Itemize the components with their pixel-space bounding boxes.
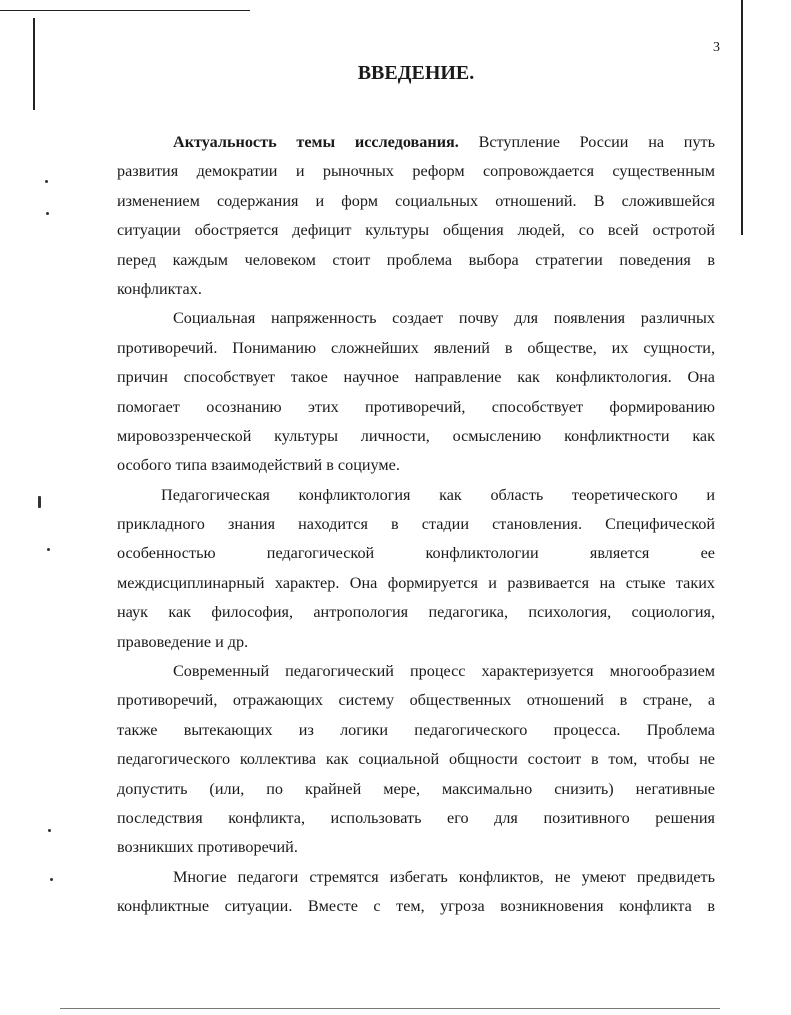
text-line: возникших противоречий. bbox=[117, 838, 298, 857]
text-line: помогает осознанию этих противоречий, способствует формированию bbox=[117, 397, 715, 416]
page-number: 3 bbox=[713, 40, 720, 55]
page-title: ВВЕДЕНИЕ. bbox=[357, 62, 475, 84]
text-line: наук как философия, антропология педагогика, психология, социология, bbox=[117, 603, 715, 622]
scan-speck bbox=[50, 878, 53, 881]
text-line: Многие педагоги стремятся избегать конфликтов, не умеют предвидеть bbox=[173, 867, 715, 886]
scan-edge-right bbox=[741, 0, 743, 235]
text-line: особенностью педагогической конфликтологии является ее bbox=[117, 544, 715, 563]
text-line: правоведение и др. bbox=[117, 632, 249, 651]
text-line: противоречий, отражающих систему общественных отношений в стране, а bbox=[117, 691, 715, 710]
text-line: причин способствует такое научное направление как конфликтология. Она bbox=[117, 368, 715, 387]
text-line: Социальная напряженность создает почву для появления различных bbox=[173, 309, 715, 328]
section-lead: Актуальность темы исследования. bbox=[173, 133, 459, 151]
text-line: междисциплинарный характер. Она формируется и развивается на стыке таких bbox=[117, 573, 715, 592]
scan-speck bbox=[46, 212, 49, 215]
scan-edge-bottom bbox=[60, 1008, 720, 1009]
text-line: Актуальность темы исследования. Вступление России на путь bbox=[173, 133, 715, 151]
text-line: изменением содержания и форм социальных отношений. В сложившейся bbox=[117, 191, 715, 210]
scan-edge-left bbox=[33, 18, 35, 110]
text-line: развития демократии и рыночных реформ сопровождается существенным bbox=[117, 162, 715, 181]
text-line: особого типа взаимодействий в социуме. bbox=[117, 456, 400, 475]
text-line: перед каждым человеком стоит проблема выбора стратегии поведения в bbox=[117, 250, 715, 269]
text-line: Педагогическая конфликтология как область теоретического и bbox=[161, 485, 715, 504]
scan-speck bbox=[48, 829, 51, 832]
text-line: конфликтах. bbox=[117, 279, 202, 298]
text-line: мировоззренческой культуры личности, осмыслению конфликтности как bbox=[117, 426, 715, 445]
scan-speck bbox=[45, 180, 48, 183]
scan-speck bbox=[38, 496, 41, 508]
text-line: прикладного знания находится в стадии становления. Специфической bbox=[117, 515, 715, 534]
text-line: также вытекающих из логики педагогического процесса. Проблема bbox=[117, 720, 715, 739]
text-line: последствия конфликта, использовать его для позитивного решения bbox=[117, 808, 715, 827]
text-line: педагогического коллектива как социальной общности состоит в том, чтобы не bbox=[117, 750, 715, 769]
scan-edge-top bbox=[0, 10, 250, 11]
scan-speck bbox=[47, 548, 50, 551]
text-line: ситуации обостряется дефицит культуры общения людей, со всей остротой bbox=[117, 221, 715, 240]
text-line: Современный педагогический процесс характеризуется многообразием bbox=[173, 662, 715, 681]
text-line: противоречий. Пониманию сложнейших явлений в обществе, их сущности, bbox=[117, 338, 715, 357]
text-line: конфликтные ситуации. Вместе с тем, угроза возникновения конфликта в bbox=[117, 897, 715, 916]
body-text bbox=[117, 128, 715, 922]
text-line: допустить (или, по крайней мере, максимально снизить) негативные bbox=[117, 779, 715, 798]
